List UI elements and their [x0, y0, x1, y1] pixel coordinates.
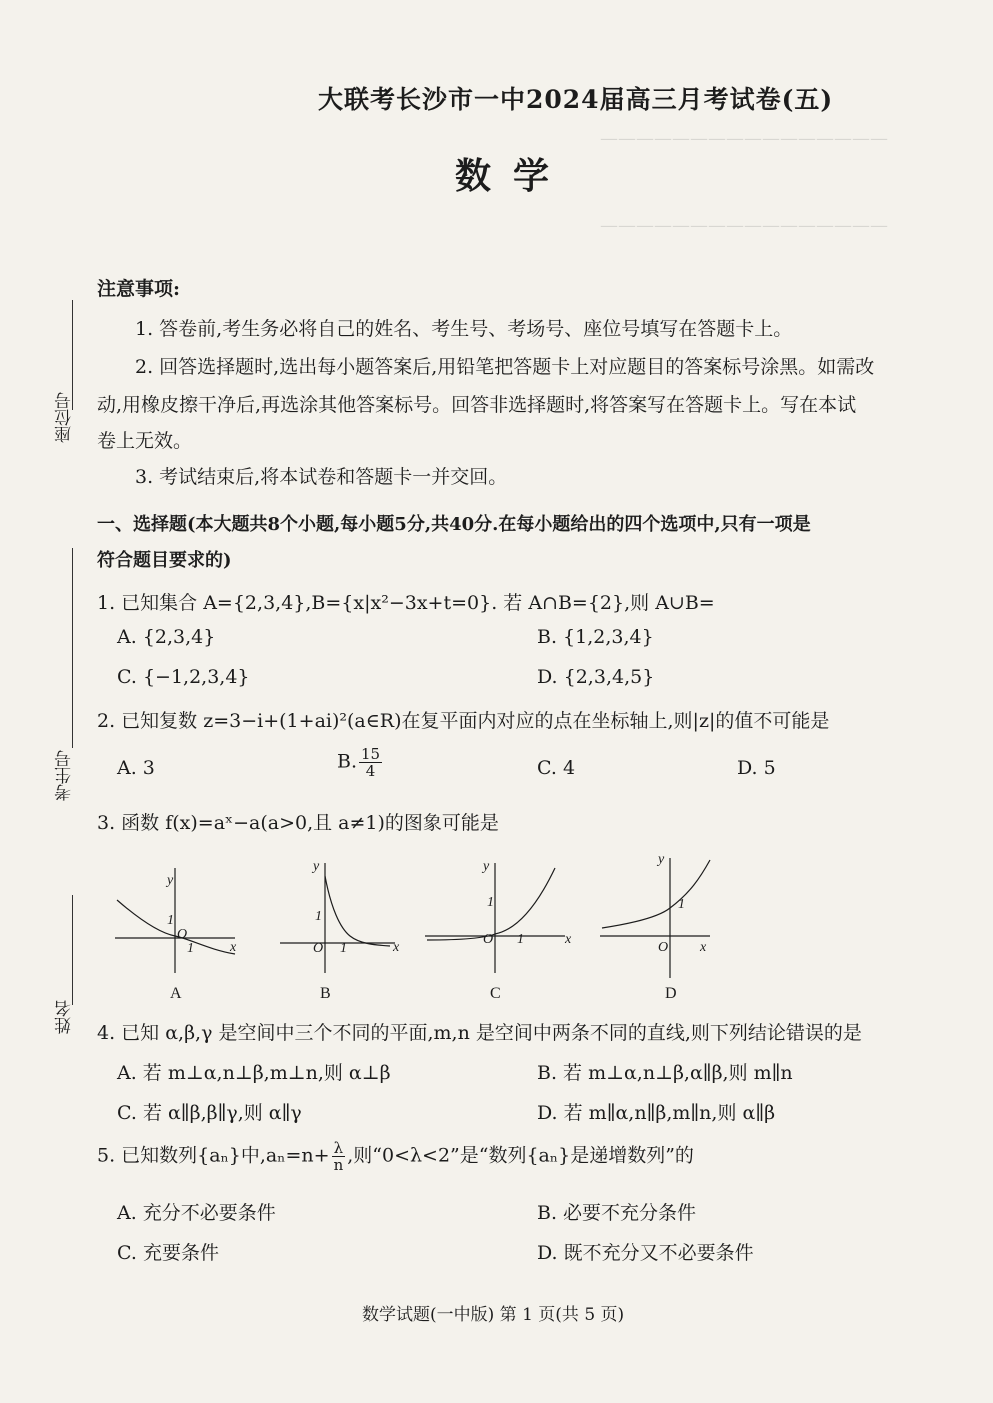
q2-option-d: D. 5: [737, 757, 776, 779]
q5-stem-part1: 5. 已知数列{aₙ}中,aₙ=n+: [97, 1144, 330, 1167]
page-footer: 数学试题(一中版) 第 1 页(共 5 页): [362, 1305, 625, 1325]
q2-option-b-fraction: [359, 746, 382, 779]
axis-label: x: [230, 940, 237, 955]
q5-option-b: B. 必要不充分条件: [537, 1202, 697, 1224]
q3-graphs: [95, 848, 715, 1008]
origin-label: O: [658, 940, 669, 955]
tick-label: 1: [167, 913, 174, 928]
graph-b-curve: [325, 876, 390, 946]
q1-option-a: A. {2,3,4}: [117, 626, 216, 648]
question-3-stem: 3. 函数 f(x)=aˣ−a(a>0,且 a≠1)的图象可能是: [97, 812, 499, 834]
axis-label: x: [565, 932, 572, 947]
tick-label: 1: [487, 895, 494, 910]
origin-label: O: [177, 927, 188, 942]
q4-option-d: D. 若 m∥α,n∥β,m∥n,则 α∥β: [537, 1102, 776, 1124]
tick-label: 1: [315, 909, 322, 924]
q1-option-c: C. {−1,2,3,4}: [117, 666, 250, 688]
q4-option-a: A. 若 m⊥α,n⊥β,m⊥n,则 α⊥β: [117, 1062, 391, 1084]
notice-item-3: 3. 考试结束后,将本试卷和答题卡一并交回。: [135, 466, 508, 488]
axis-label: y: [658, 852, 665, 867]
graph-c-letter: C: [490, 985, 501, 1002]
q2-option-b: [337, 746, 384, 779]
axis-label: y: [483, 859, 490, 874]
tick-label: 1: [187, 941, 194, 956]
notice-item-1: 1. 答卷前,考生务必将自己的姓名、考生号、考场号、座位号填写在答题卡上。: [135, 318, 793, 340]
exam-no-label: 考生号: [55, 750, 75, 801]
origin-label: O: [483, 932, 494, 947]
exam-title: 大联考长沙市一中2024届高三月考试卷(五): [318, 85, 834, 114]
q4-option-b: B. 若 m⊥α,n⊥β,α∥β,则 m∥n: [537, 1062, 793, 1084]
axis-label: x: [393, 940, 400, 955]
question-4-stem: 4. 已知 α,β,γ 是空间中三个不同的平面,m,n 是空间中两条不同的直线,则下列结论错误的是: [97, 1022, 862, 1044]
q2-option-c: C. 4: [537, 757, 576, 779]
q2-option-a: A. 3: [117, 757, 155, 779]
notice-item-2-end: 卷上无效。: [97, 430, 193, 452]
section-heading: 一、选择题(本大题共8个小题,每小题5分,共40分.在每小题给出的四个选项中,只有一项是: [97, 514, 811, 535]
tick-label: 1: [340, 941, 347, 956]
graph-a-letter: A: [170, 985, 182, 1002]
axis-label: y: [167, 873, 174, 888]
q5-option-a: A. 充分不必要条件: [117, 1202, 276, 1224]
tick-label: 1: [678, 897, 685, 912]
notice-item-2-cont: 动,用橡皮擦干净后,再选涂其他答案标号。回答非选择题时,将答案写在答题卡上。写在本试: [97, 394, 857, 416]
subject-title: 数学: [455, 155, 572, 197]
origin-label: O: [313, 941, 324, 956]
notice-heading: 注意事项:: [97, 278, 181, 300]
question-5-stem: [97, 1140, 694, 1173]
axis-label: x: [700, 940, 707, 955]
q5-stem-part2: ,则“0<λ<2”是“数列{aₙ}是递增数列”的: [347, 1144, 694, 1167]
notice-item-2: 2. 回答选择题时,选出每小题答案后,用铅笔把答题卡上对应题目的答案标号涂黑。如需改: [135, 356, 875, 378]
q5-option-d: D. 既不充分又不必要条件: [537, 1242, 754, 1264]
question-2-stem: 2. 已知复数 z=3−i+(1+ai)²(a∈R)在复平面内对应的点在坐标轴上,则|z|的值不可能是: [97, 710, 830, 732]
seat-label: 座位号: [55, 392, 75, 443]
q1-option-d: D. {2,3,4,5}: [537, 666, 655, 688]
bleed-through-text: ————————————————: [600, 215, 888, 236]
fraction-denominator: n: [333, 1156, 344, 1174]
fraction-denominator: 4: [365, 762, 376, 780]
graph-d-letter: D: [665, 985, 677, 1002]
name-label: 姓名: [55, 1000, 75, 1034]
section-heading-cont: 符合题目要求的): [97, 550, 232, 571]
exam-no-line: [72, 548, 73, 748]
q1-option-b: B. {1,2,3,4}: [537, 626, 654, 648]
graph-a-curve: [117, 900, 235, 954]
fraction-numerator: 15: [361, 745, 381, 763]
name-line: [72, 895, 73, 1005]
q5-fraction: [332, 1140, 346, 1173]
graph-d-curve: [602, 860, 710, 928]
question-1-stem: 1. 已知集合 A={2,3,4},B={x|x²−3x+t=0}. 若 A∩B={2},则 A∪B=: [97, 592, 715, 614]
tick-label: 1: [517, 932, 524, 947]
q4-option-c: C. 若 α∥β,β∥γ,则 α∥γ: [117, 1102, 302, 1124]
graph-b-letter: B: [320, 985, 331, 1002]
bleed-through-text: ————————————————: [600, 128, 888, 149]
fraction-numerator: λ: [332, 1140, 346, 1157]
q2-option-b-prefix: B.: [337, 750, 358, 773]
axis-label: y: [313, 859, 320, 874]
q5-option-c: C. 充要条件: [117, 1242, 219, 1264]
